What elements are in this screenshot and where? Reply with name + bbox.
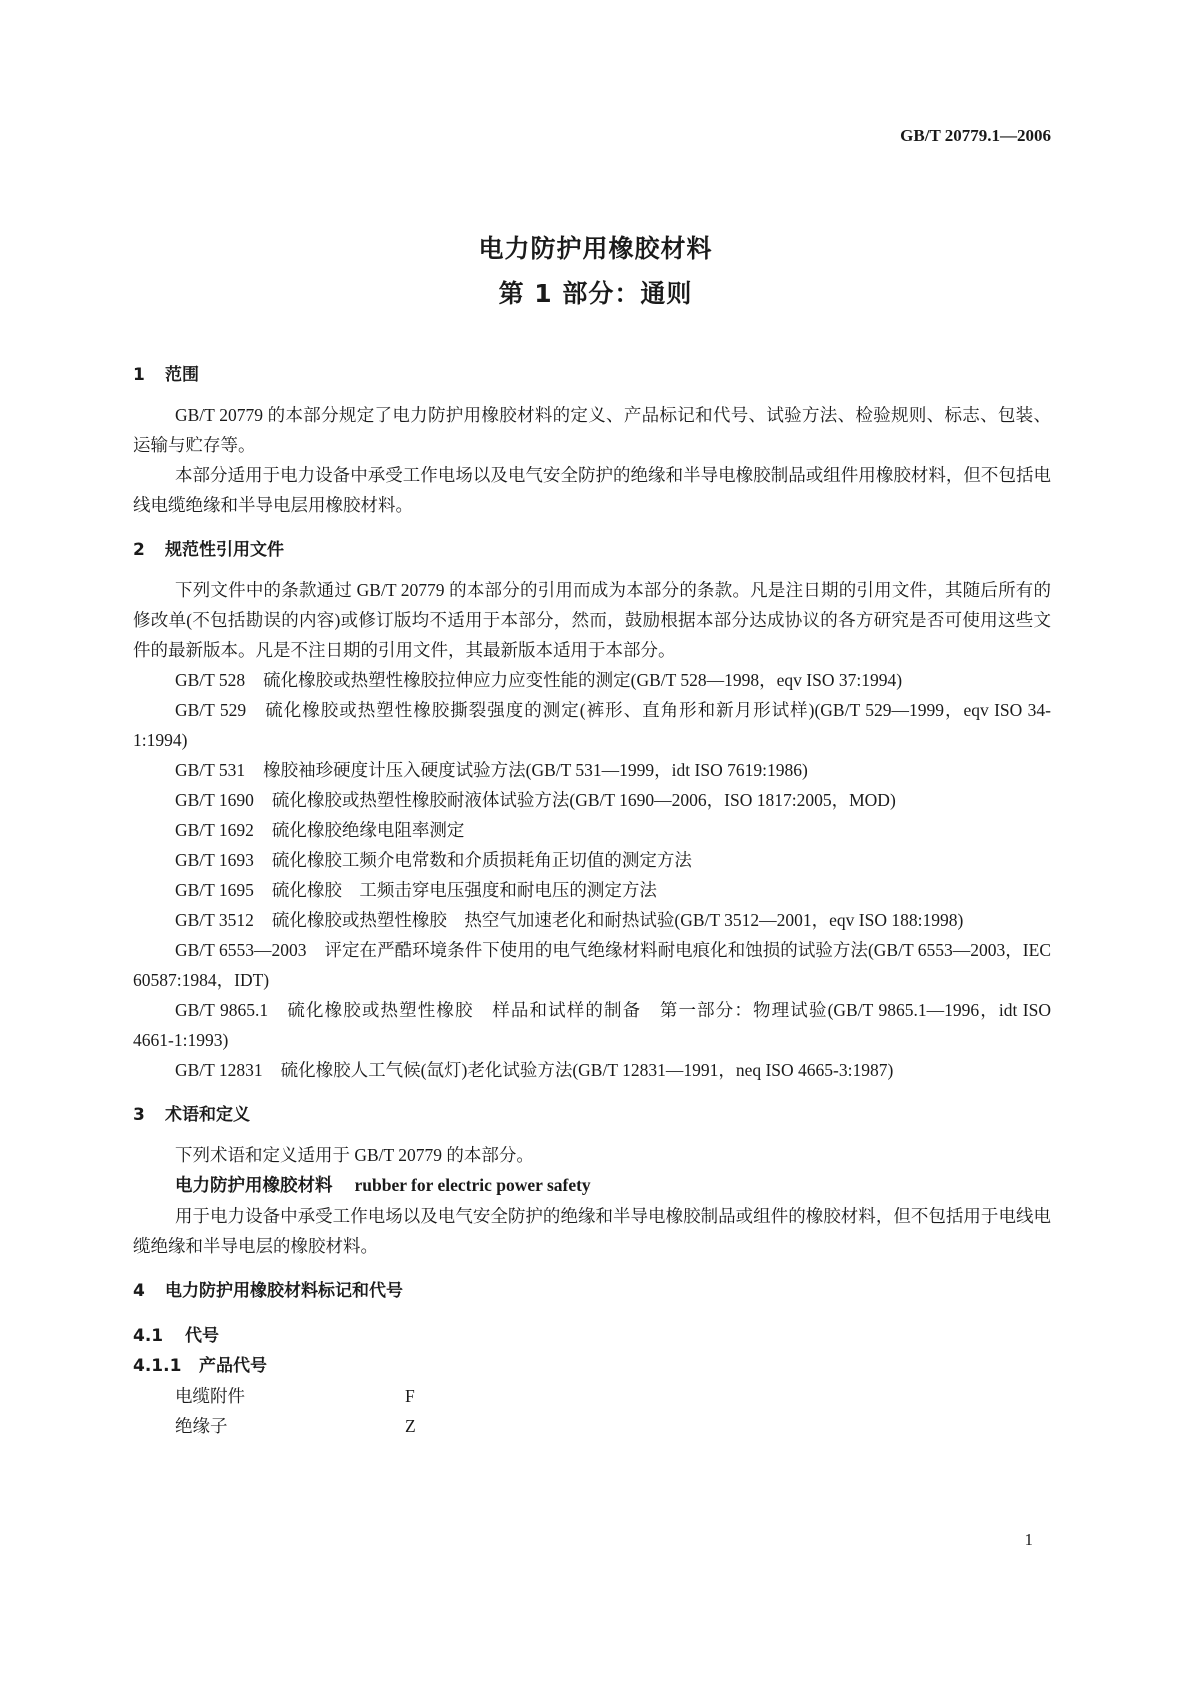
reference-code: GB/T 6553—2003 (175, 940, 307, 960)
section-title: 电力防护用橡胶材料标记和代号 (165, 1281, 403, 1301)
reference-code: GB/T 12831 (175, 1060, 263, 1080)
standard-number: GB/T 20779.1—2006 (900, 126, 1051, 145)
subsection-number: 4.1.1 (133, 1356, 182, 1376)
term-entry (133, 1170, 1051, 1201)
product-code: F (405, 1386, 415, 1406)
paragraph: GB/T 20779 的本部分规定了电力防护用橡胶材料的定义、产品标记和代号、试验方法、检验规则、标志、包装、运输与贮存等。 (133, 405, 1051, 455)
reference-text: 硫化橡胶工频介电常数和介质损耗角正切值的测定方法 (271, 850, 692, 870)
reference-item (133, 905, 1051, 935)
section-heading-1 (133, 360, 1051, 390)
reference-text: 硫化橡胶或热塑性橡胶 热空气加速老化和耐热试验(GB/T 3512—2001，eqv ISO 188:1998) (271, 910, 964, 930)
subsection-heading-4-1 (133, 1321, 1051, 1351)
reference-item (133, 695, 1051, 755)
reference-item (133, 785, 1051, 815)
section-number: 2 (133, 540, 145, 560)
reference-code: GB/T 1690 (175, 790, 254, 810)
reference-item (133, 755, 1051, 785)
subsection-title: 产品代号 (199, 1356, 267, 1376)
subsection-number: 4.1 (133, 1326, 164, 1346)
document-body (133, 360, 1051, 1441)
term-chinese: 电力防护用橡胶材料 (175, 1176, 333, 1196)
reference-item (133, 875, 1051, 905)
product-code-row (133, 1381, 1051, 1411)
reference-item (133, 845, 1051, 875)
reference-code: GB/T 529 (175, 700, 247, 720)
section-heading-3 (133, 1100, 1051, 1130)
reference-code: GB/T 1692 (175, 820, 254, 840)
reference-text: 硫化橡胶绝缘电阻率测定 (271, 820, 465, 840)
reference-item (133, 935, 1051, 995)
subsection-heading-4-1-1 (133, 1351, 1051, 1381)
page-number: 1 (1024, 1530, 1033, 1549)
section-title: 规范性引用文件 (165, 540, 284, 560)
reference-code: GB/T 3512 (175, 910, 254, 930)
reference-text: 硫化橡胶或热塑性橡胶拉伸应力应变性能的测定(GB/T 528—1998，eqv ISO 37:1994) (263, 670, 903, 690)
paragraph: 本部分适用于电力设备中承受工作电场以及电气安全防护的绝缘和半导电橡胶制品或组件用橡胶材料，但不包括电线电缆绝缘和半导电层用橡胶材料。 (133, 465, 1051, 515)
reference-text: 评定在严酷环境条件下使用的电气绝缘材料耐电痕化和蚀损的试验方法(GB/T 6553—2003，IEC 60587:1984，IDT) (133, 940, 1051, 990)
product-code-row (133, 1411, 1051, 1441)
product-code: Z (405, 1416, 416, 1436)
reference-item (133, 995, 1051, 1055)
reference-code: GB/T 1693 (175, 850, 254, 870)
paragraph: 下列文件中的条款通过 GB/T 20779 的本部分的引用而成为本部分的条款。凡是注日期的引用文件，其随后所有的修改单(不包括勘误的内容)或修订版均不适用于本部分，然而，鼓励根据本部分达成协议的各方研究是否可使用这些文件的最新版本。凡是不注日期的引用文件，其最新版本适用于本部分。 (133, 580, 1051, 660)
section-number: 4 (133, 1281, 145, 1301)
reference-text: 硫化橡胶或热塑性橡胶耐液体试验方法(GB/T 1690—2006，ISO 1817:2005，MOD) (271, 790, 896, 810)
reference-item (133, 665, 1051, 695)
reference-text: 硫化橡胶人工气候(氙灯)老化试验方法(GB/T 12831—1991，neq ISO 4665-3:1987) (280, 1060, 894, 1080)
section-title: 术语和定义 (165, 1105, 250, 1125)
reference-text: 硫化橡胶 工频击穿电压强度和耐电压的测定方法 (271, 880, 657, 900)
section-heading-4 (133, 1276, 1051, 1306)
product-label: 电缆附件 (175, 1386, 245, 1406)
reference-code: GB/T 531 (175, 760, 246, 780)
term-english: rubber for electric power safety (354, 1175, 591, 1195)
reference-text: 硫化橡胶或热塑性橡胶 样品和试样的制备 第一部分：物理试验(GB/T 9865.1—1996，idt ISO 4661-1:1993) (133, 1000, 1052, 1050)
reference-list (133, 665, 1051, 1085)
section-number: 1 (133, 365, 145, 385)
reference-item (133, 815, 1051, 845)
document-title: 电力防护用橡胶材料 (478, 234, 713, 263)
reference-text: 硫化橡胶或热塑性橡胶撕裂强度的测定(裤形、直角形和新月形试样)(GB/T 529—1999，eqv ISO 34-1:1994) (133, 700, 1052, 750)
product-label: 绝缘子 (175, 1416, 228, 1436)
reference-item (133, 1055, 1051, 1085)
reference-code: GB/T 528 (175, 670, 246, 690)
section-title: 范围 (165, 365, 199, 385)
subsection-title: 代号 (185, 1326, 219, 1346)
section-heading-2 (133, 535, 1051, 565)
term-definition: 用于电力设备中承受工作电场以及电气安全防护的绝缘和半导电橡胶制品或组件的橡胶材料，但不包括用于电线电缆绝缘和半导电层的橡胶材料。 (133, 1206, 1051, 1256)
section-number: 3 (133, 1105, 145, 1125)
reference-text: 橡胶袖珍硬度计压入硬度试验方法(GB/T 531—1999，idt ISO 7619:1986) (263, 760, 808, 780)
reference-code: GB/T 9865.1 (175, 1000, 269, 1020)
document-subtitle: 第 1 部分：通则 (498, 279, 693, 308)
paragraph: 下列术语和定义适用于 GB/T 20779 的本部分。 (175, 1145, 534, 1165)
reference-code: GB/T 1695 (175, 880, 254, 900)
